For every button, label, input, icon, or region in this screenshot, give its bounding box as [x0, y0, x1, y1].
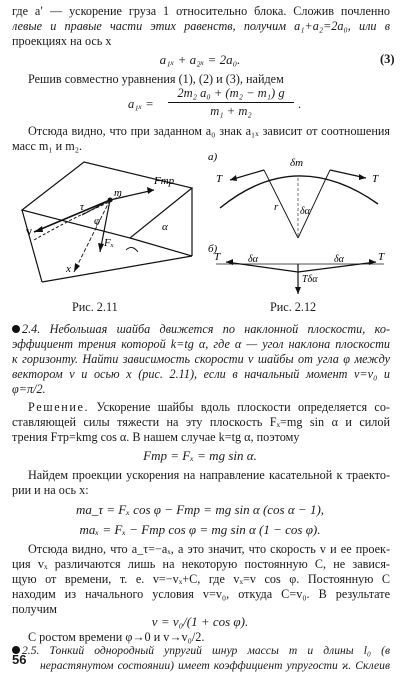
- figure-2-11: [14, 160, 194, 300]
- solution-line: С ростом времени φ→0 и v→v₀/2.: [28, 630, 205, 644]
- equation-4-fraction: [168, 86, 294, 118]
- radius-line: [298, 170, 330, 238]
- problem-2-4-line: [12, 322, 390, 337]
- arrowhead: [74, 263, 80, 272]
- arrowhead: [359, 174, 366, 180]
- fig12-label: T: [372, 173, 379, 185]
- fig11-label: v: [26, 224, 32, 238]
- solution-line: [12, 400, 390, 415]
- plane-front-edge: [22, 210, 42, 282]
- equation-result: v = v₀/(1 + cos φ).: [151, 614, 249, 629]
- problem-2-5-line: [12, 643, 390, 658]
- fig12-label: Tδα: [302, 274, 318, 285]
- solution-line: рии и на ось x:: [12, 483, 89, 497]
- solution-line: щую от времени, т. е. v=−vₓ+C, где vₓ=v cos φ. Постоянную C: [12, 572, 390, 586]
- text-line: левые и правые части этих равенств, получим a₁+a₂=2a₀, или в: [12, 19, 390, 33]
- problem-2-4-line: φ=π/2.: [12, 382, 46, 396]
- equation-4-lhs: a₁ₓ =: [128, 97, 154, 111]
- alpha-arc: [126, 247, 138, 252]
- fraction-bar: [168, 102, 294, 103]
- problem-2-5-line: нерастянутом состоянии) имеет коэффициент упругости ϰ. Склеив: [40, 659, 390, 672]
- fig11-label: Fₓ: [104, 237, 114, 249]
- arrowhead: [295, 287, 301, 294]
- solution-line: получим: [12, 602, 57, 616]
- bullet-icon: [12, 325, 20, 333]
- fig11-label: x: [66, 263, 71, 275]
- equation-x-projection: maₓ = Fₓ − Fтр cos φ = mg sin α (1 − cos φ).: [79, 522, 321, 537]
- problem-number: 2.5.: [22, 644, 40, 657]
- fig12-label: δα: [248, 254, 258, 265]
- arrowhead: [147, 187, 154, 194]
- fig12-label: б): [208, 243, 218, 255]
- problem-text: Тонкий однородный упругий шнур массы m и длины l₀ (в: [49, 644, 390, 657]
- page-number: 56: [12, 652, 27, 667]
- fig11-label: Fтр: [154, 175, 175, 187]
- equation-tangential: ma_τ = Fₓ cos φ − Fтр = mg sin α (cos α − 1),: [75, 502, 325, 517]
- rope-arc: [220, 176, 378, 208]
- problem-2-4-line: к горизонту. Найти зависимость скорости v шайбы от угла φ между: [12, 352, 390, 366]
- text-line: проекциях на ось x: [12, 34, 112, 48]
- text-line: масс m₁ и m₂.: [12, 139, 83, 153]
- figure-caption-2-12: Рис. 2.12: [270, 300, 317, 314]
- fraction-numerator: 2m₂ a₀ + (m₂ − m₁) g: [177, 86, 285, 100]
- solution-line: находим из начального условия v=v₀, откуда C=v₀. В результате: [12, 587, 390, 601]
- fig11-label: m: [114, 187, 122, 199]
- text-line: Решив совместно уравнения (1), (2) и (3), найдем: [28, 72, 284, 86]
- fig11-label: φ: [94, 215, 101, 227]
- solution-heading: Решение.: [28, 400, 90, 414]
- fig12-label: T: [378, 251, 385, 263]
- fig12-label: а): [208, 151, 218, 163]
- solution-line: ставляющей силы тяжести на эту плоскость Fₓ=mg sin α и силой: [12, 415, 390, 429]
- figure-caption-2-11: Рис. 2.11: [72, 300, 118, 314]
- radius-line: [264, 170, 298, 238]
- force-left-arrow: [226, 262, 298, 272]
- arrowhead: [230, 175, 237, 181]
- solution-text: Ускорение шайбы вдоль плоскости определяется со-: [96, 400, 390, 414]
- solution-line: трения Fтр=kmg cos α. В нашем случае k=tg α, поэтому: [12, 430, 300, 444]
- equation-friction: Fтр = Fₓ = mg sin α.: [143, 448, 257, 463]
- problem-text: Небольшая шайба движется по наклонной плоскости, ко-: [49, 322, 390, 336]
- solution-line: Найдем проекции ускорения на направление касательной к траекто-: [28, 468, 390, 482]
- washer-mass: [108, 198, 113, 203]
- figure-2-12: [206, 148, 392, 300]
- fig12-label: T: [214, 251, 221, 263]
- problem-number: 2.4.: [22, 322, 41, 336]
- fig12-label: T: [216, 173, 223, 185]
- fig12-label: δα: [334, 254, 344, 265]
- text-line: где a′ — ускорение груза 1 относительно блока. Сложив почленно: [12, 4, 390, 18]
- fig12-label: δα: [300, 206, 310, 217]
- problem-2-4-line: эффициент трения которой k=tg α, где α — угол наклона плоскости: [12, 337, 390, 351]
- fig11-label: α: [162, 221, 168, 233]
- problem-2-4-line: вектором v и осью x (рис. 2.11), если в начальный момент v=v₀ и: [12, 367, 390, 381]
- fig12-label: r: [274, 201, 279, 213]
- fraction-denominator: m₁ + m₂: [210, 104, 252, 118]
- solution-line: Отсюда видно, что a_τ=−aₓ, а это значит, что скорость v и ее проек-: [28, 542, 390, 556]
- equation-number: (3): [380, 52, 395, 66]
- equation-4-dot: .: [298, 97, 302, 111]
- arrowhead: [34, 226, 43, 232]
- fig12-label: δm: [290, 157, 304, 169]
- text-line: Отсюда видно, что при заданном a₀ знак a₁ₓ зависит от соотношения: [28, 124, 390, 138]
- plane-base-edge: [42, 256, 192, 282]
- equation-3: a₁ₓ + a₂ₓ = 2a₀.: [159, 52, 241, 67]
- fig11-label: τ: [80, 201, 84, 213]
- solution-line: ция vₓ различаются лишь на некоторую постоянную C, не завися-: [12, 557, 390, 571]
- plane-side-edge: [130, 238, 192, 256]
